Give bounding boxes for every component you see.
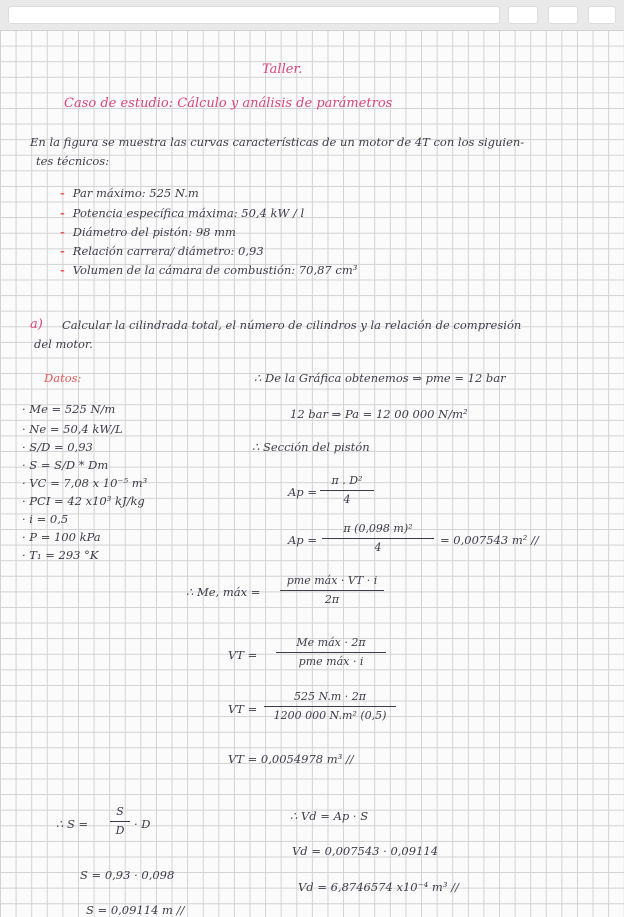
task-line-1: Calcular la cilindrada total, el número de cilindros y la relación de compresión xyxy=(62,318,522,332)
spec-item: - Diámetro del pistón: 98 mm xyxy=(60,225,236,239)
spec-item: - Relación carrera/ diámetro: 0,93 xyxy=(60,244,264,258)
task-line-2: del motor. xyxy=(34,337,93,351)
vt1-fraction: Me máx · 2π pme máx · i xyxy=(276,636,386,669)
ap2-lhs: Ap = xyxy=(288,533,317,547)
task-label: a) xyxy=(30,317,43,332)
spec-item: - Par máximo: 525 N.m xyxy=(60,186,199,200)
vd-substitution: Vd = 0,007543 · 0,09114 xyxy=(292,844,439,858)
spec-item: - Potencia específica máxima: 50,4 kW / l xyxy=(60,206,305,220)
vt2-lhs: VT = xyxy=(228,702,258,716)
toolbar-button-2[interactable] xyxy=(548,6,578,24)
s-fraction: S D xyxy=(110,805,130,838)
dato-item: · Me = 525 N/m xyxy=(22,402,116,416)
dato-item: · i = 0,5 xyxy=(22,512,69,526)
ap-lhs: Ap = xyxy=(288,485,317,499)
vt1-lhs: VT = xyxy=(228,648,258,662)
dato-item: · S/D = 0,93 xyxy=(22,440,93,454)
s-substitution: S = 0,93 · 0,098 xyxy=(80,868,175,882)
vd-result: Vd = 6,8746574 x10⁻⁴ m³ // xyxy=(298,880,459,894)
dato-item: · S = S/D * Dm xyxy=(22,458,109,472)
ap2-result: = 0,007543 m² // xyxy=(440,533,539,547)
dato-item: · P = 100 kPa xyxy=(22,530,101,544)
ap-fraction: π . D² 4 xyxy=(320,474,374,507)
datos-label: Datos: xyxy=(44,371,82,385)
vt2-fraction: 525 N.m · 2π 1200 000 N.m² (0,5) xyxy=(264,690,396,723)
vt-result: VT = 0,0054978 m³ // xyxy=(228,752,354,766)
dato-item: · T₁ = 293 °K xyxy=(22,548,99,562)
s-result: S = 0,09114 m // xyxy=(86,903,185,917)
grafica-line: ∴ De la Gráfica obtenemos ⇒ pme = 12 bar xyxy=(254,371,506,385)
me-fraction: pme máx · VT · i 2π xyxy=(280,574,384,607)
conversion-line: 12 bar ⇒ Pa = 12 00 000 N/m² xyxy=(290,407,468,421)
intro-line-1: En la figura se muestra las curvas características de un motor de 4T con los siguien- xyxy=(30,135,525,149)
toolbar-button-3[interactable] xyxy=(588,6,616,24)
page-title: Taller. xyxy=(262,62,303,77)
s-lhs: ∴ S = xyxy=(56,817,89,831)
vd-formula: ∴ Vd = Ap · S xyxy=(290,809,369,823)
toolbar-button-1[interactable] xyxy=(508,6,538,24)
spec-item: - Volumen de la cámara de combustión: 70,87 cm³ xyxy=(60,263,358,277)
dato-item: · Ne = 50,4 kW/L xyxy=(22,422,123,436)
intro-line-2: tes técnicos: xyxy=(36,154,110,168)
ap2-fraction: π (0,098 m)² 4 xyxy=(322,522,434,555)
dato-item: · VC = 7,08 x 10⁻⁵ m³ xyxy=(22,476,148,490)
notebook-page xyxy=(0,30,624,917)
page-subtitle: Caso de estudio: Cálculo y análisis de parámetros xyxy=(64,96,393,111)
address-bar[interactable] xyxy=(8,6,500,24)
seccion-label: ∴ Sección del pistón xyxy=(252,440,370,454)
viewer-toolbar xyxy=(0,0,624,31)
dato-item: · PCI = 42 x10³ kJ/kg xyxy=(22,494,145,508)
me-lhs: ∴ Me, máx = xyxy=(186,585,261,599)
s-rhs: · D xyxy=(134,817,151,831)
